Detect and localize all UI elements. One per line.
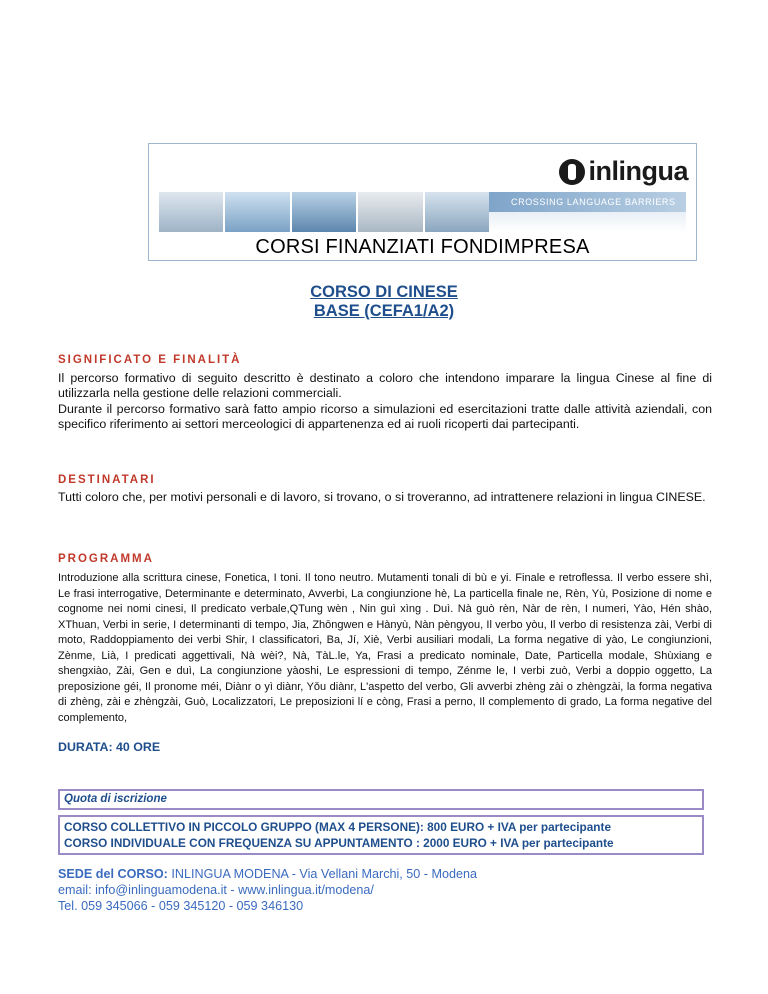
inlingua-logo-icon — [559, 159, 585, 185]
tagline-shade — [489, 212, 686, 232]
website-link[interactable]: www.inlingua.it/modena/ — [238, 883, 374, 897]
significato-paragraph-2: Durante il percorso formativo sarà fatto ampio ricorso a simulazioni ed esercitazioni tratte dalle attività aziendali, con specifico riferimento ai settori merceologici di appartenenza ed ai ruoli ricoperti dai partecipanti. — [58, 402, 712, 432]
contact-separator: - — [226, 883, 239, 897]
destinatari-text: Tutti coloro che, per motivi personali e di lavoro, si trovano, o si troveranno, ad intrattenere relazioni in lingua CINESE. — [58, 490, 706, 504]
section-heading-significato: SIGNIFICATO E FINALITÀ — [58, 354, 242, 366]
programma-text: Introduzione alla scrittura cinese, Fonetica, I toni. Il tono neutro. Mutamenti tonali di bù e yi. Finale e retroflessa. Il verbo essere shì, Le frasi interrogative, Determinante e determinato, Avverbi, La congiunzione hè, La particella finale ne, Rèn, Yù, Posizione di nome e cognome nei nomi cinesi, Il predicato verbale,QTung wèn , Nin guì xìng . Duì. Nà guò rèn, Nàr de rèn, I numeri, Yào, Hén shào, XThuan, Verbi in serie, I determinanti di tempo, Jia, Zhōngwen e Hànyù, Nàn pèngyou, Il verbo yòu, Il verbo di resistenza zài, Verbi di moto, Raddoppiamento dei verbi Shir, I classificatori, Ba, Jí, Xiè, Verbi ausiliari modali, La forma negative di yào, Le congiunzioni, Zènme, Lià, I predicati aggettivali, Nà wèi?, Nà, TàL.le, Ya, Frasi a predicato nominale, Date, Particella modale, Shùxiang e shengxiào, Zài, Gen e duì, La congiunzione yàoshi, Le espressioni di tempo, Zénme le, I verbi zuò, Verbi a doppio oggetto, La preposizione géi, Il pronome méi, Diànr o yì diànr, Yǒu diànr, L'aspetto del verbo, Gli avverbi zhèng zài o zhèngzài, la forma negativa di zhèng, zài e zhèngzài, Guò, Localizzatori, Le preposizioni lí e còng, Frasi a perno, Il complemento di grado, La forma negative del complemento, — [58, 572, 712, 724]
email-prefix: email: — [58, 883, 96, 897]
fee-line-individual: CORSO INDIVIDUALE CON FREQUENZA SU APPUNTAMENTO : 2000 EURO + IVA per partecipante — [64, 836, 614, 850]
email-link[interactable]: info@inlinguamodena.it — [95, 883, 227, 897]
banner-photo — [159, 192, 223, 232]
fee-label-box — [58, 789, 704, 810]
sede-label: SEDE del CORSO: — [58, 867, 168, 881]
fee-details-box — [58, 815, 704, 855]
course-title-line2: BASE (CEFA1/A2) — [313, 302, 455, 320]
course-title-line1: CORSO DI CINESE — [310, 283, 458, 301]
banner-photo — [292, 192, 356, 232]
header-banner — [148, 143, 697, 261]
sede-address: INLINGUA MODENA - Via Vellani Marchi, 50 - Modena — [167, 867, 478, 881]
phone-numbers: Tel. 059 345066 - 059 345120 - 059 346130 — [58, 899, 304, 913]
course-location — [58, 866, 477, 914]
logo-text: inlingua — [588, 156, 688, 186]
section-heading-destinatari: DESTINATARI — [58, 474, 156, 486]
banner-photo — [358, 192, 422, 232]
fee-label: Quota di iscrizione — [64, 793, 167, 805]
banner-photo — [425, 192, 489, 232]
page-title: CORSI FINANZIATI FONDIMPRESA — [255, 236, 590, 258]
fee-line-group: CORSO COLLETTIVO IN PICCOLO GRUPPO (MAX 4 PERSONE): 800 EURO + IVA per partecipante — [64, 820, 612, 834]
tagline: CROSSING LANGUAGE BARRIERS — [489, 192, 686, 212]
brand-logo — [559, 156, 689, 187]
significato-paragraph-1: Il percorso formativo di seguito descritto è destinato a coloro che intendono imparare la lingua Cinese al fine di utilizzarla nella gestione delle relazioni commerciali. — [58, 371, 712, 401]
photo-strip — [159, 192, 489, 232]
section-heading-programma: PROGRAMMA — [58, 553, 154, 565]
course-duration: DURATA: 40 ORE — [58, 740, 161, 754]
banner-photo — [225, 192, 289, 232]
